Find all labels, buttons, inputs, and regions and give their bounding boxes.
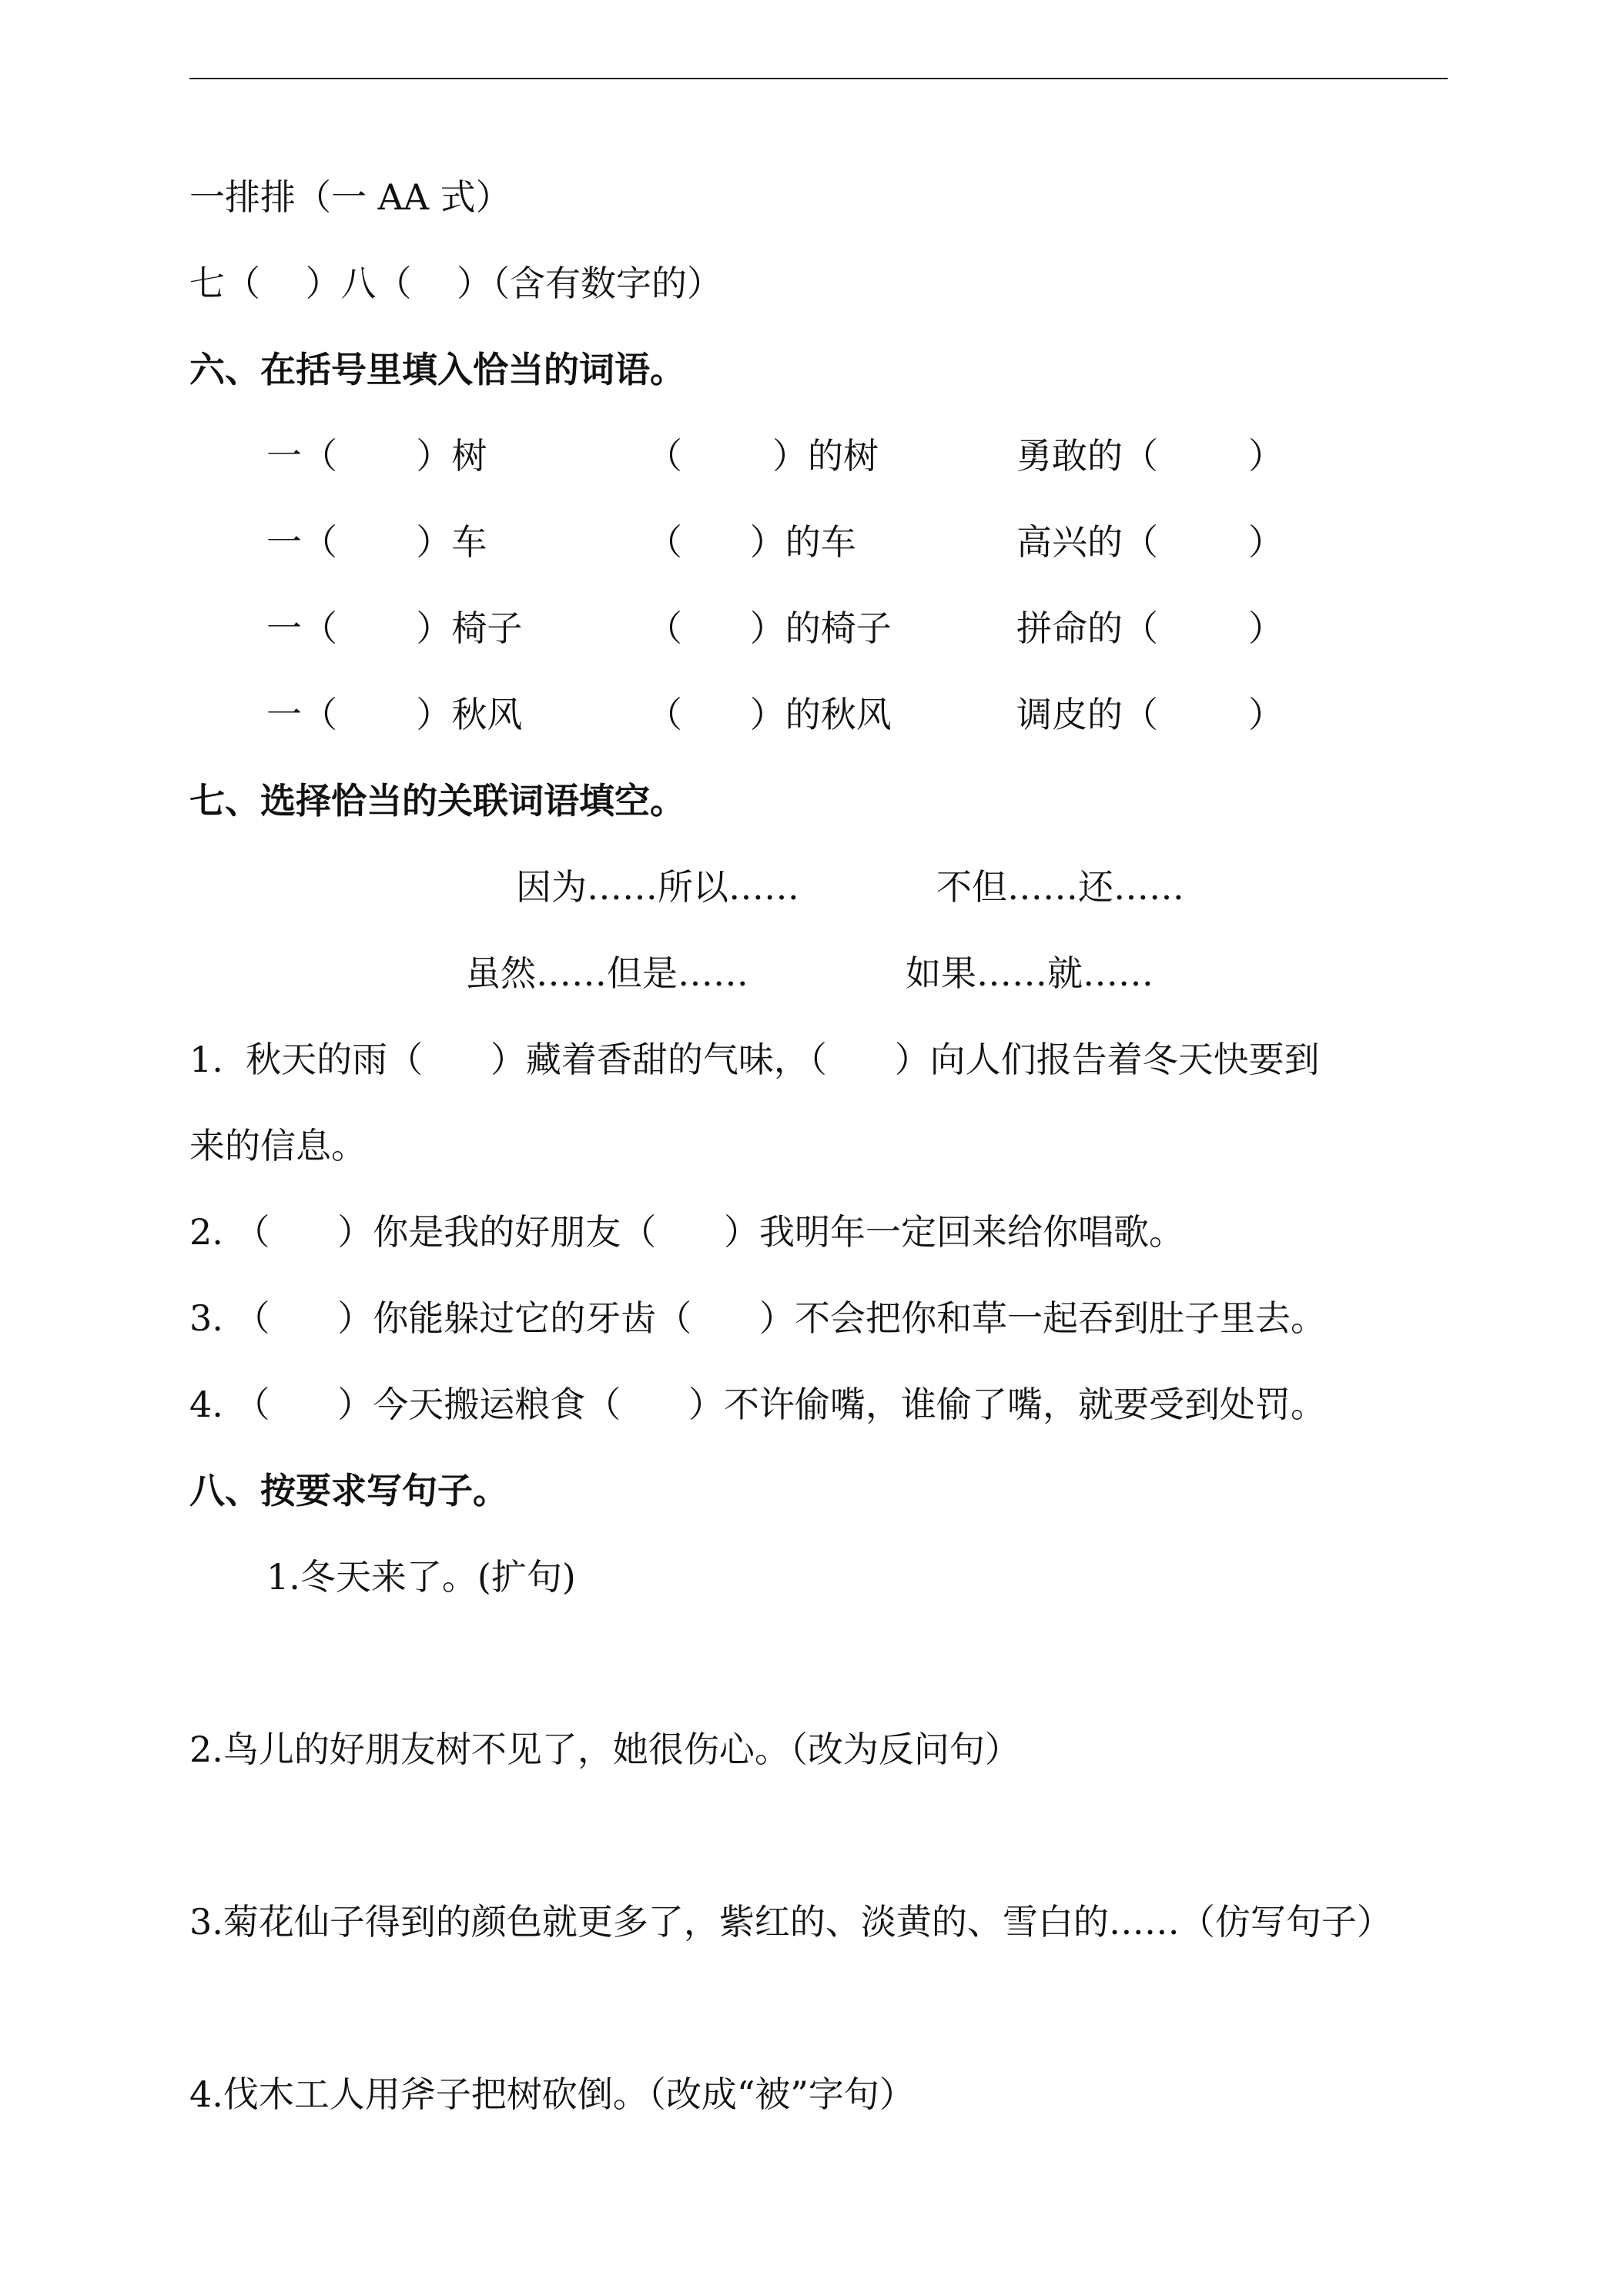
section7-item: 4. （ ）今天搬运粮食（ ）不许偷嘴，谁偷了嘴，就要受到处罚。 [189,1384,1326,1425]
section8-item: 1.冬天来了。(扩句) [266,1556,576,1598]
section7-item: 1. 秋天的雨（ ）藏着香甜的气味，（ ）向人们报告着冬天快要到 [189,1039,1320,1080]
section7-item: 3. （ ）你能躲过它的牙齿（ ）不会把你和草一起吞到肚子里去。 [189,1297,1326,1339]
conjunction-option: 如果……就…… [906,952,1154,994]
fill-cell: （ ）的车 [647,521,856,563]
question-line-aa: 一排排（一 AA 式） [189,176,511,218]
fill-cell: 一（ ）椅子 [266,607,523,649]
section7-heading: 七、选择恰当的关联词语填空。 [189,780,685,822]
conjunction-option: 因为……所以…… [516,866,799,908]
header-rule [189,78,1448,79]
conjunction-option: 虽然……但是…… [465,952,748,994]
fill-cell: 勇敢的（ ） [1016,435,1284,477]
section7-item: 2. （ ）你是我的好朋友（ ）我明年一定回来给你唱歌。 [189,1211,1184,1253]
section8-item: 4.伐木工人用斧子把树砍倒。（改成“被”字句） [189,2073,915,2115]
fill-cell: （ ）的树 [647,435,879,477]
fill-cell: 一（ ）树 [266,435,487,477]
section8-heading: 八、按要求写句子。 [189,1470,508,1511]
fill-cell: 调皮的（ ） [1016,694,1284,735]
section7-item-cont: 来的信息。 [189,1125,367,1166]
conjunction-option: 不但……还…… [936,866,1184,908]
question-line-number: 七（ ）八（ ）（含有数字的） [189,263,722,304]
section8-item: 3.菊花仙子得到的颜色就更多了，紫红的、淡黄的、雪白的……（仿写句子） [189,1901,1392,1943]
fill-cell: 高兴的（ ） [1016,521,1284,563]
fill-cell: （ ）的椅子 [647,607,892,649]
section6-heading: 六、在括号里填入恰当的词语。 [189,349,685,390]
section8-item: 2.鸟儿的好朋友树不见了，她很伤心。（改为反问句） [189,1729,1020,1770]
fill-cell: （ ）的秋风 [647,694,892,735]
fill-cell: 一（ ）秋风 [266,694,523,735]
fill-cell: 一（ ）车 [266,521,487,563]
fill-cell: 拼命的（ ） [1016,607,1284,649]
